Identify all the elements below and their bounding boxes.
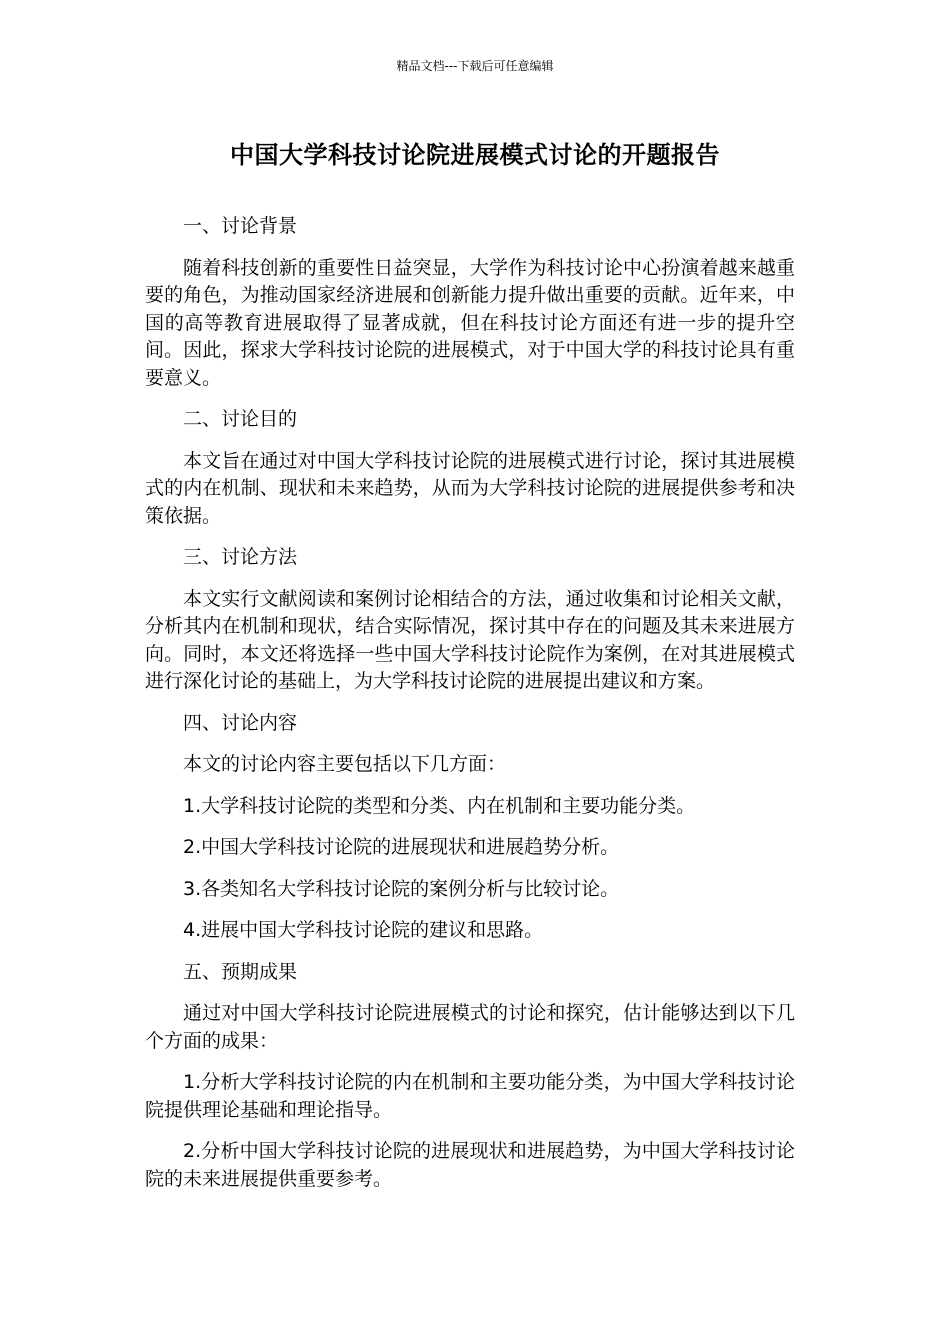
section-heading-content: 四、讨论内容 <box>183 711 298 734</box>
document-body <box>145 213 795 1207</box>
list-item: 2.中国大学科技讨论院的进展现状和进展趋势分析。 <box>183 836 620 858</box>
section-heading-method: 三、讨论方法 <box>183 546 298 568</box>
paragraph-results-intro: 通过对中国大学科技讨论院进展模式的讨论和探究，估计能够达到以下几个方面的成果： <box>145 1002 795 1052</box>
list-item: 4.进展中国大学科技讨论院的建议和思路。 <box>183 919 544 941</box>
list-item: 1.分析大学科技讨论院的内在机制和主要功能分类，为中国大学科技讨论院提供理论基础和理论指导。 <box>145 1071 795 1121</box>
section-heading-expected-results: 五、预期成果 <box>183 960 298 983</box>
document-title: 中国大学科技讨论院进展模式讨论的开题报告 <box>230 141 720 169</box>
list-item: 1.大学科技讨论院的类型和分类、内在机制和主要功能分类。 <box>183 794 696 817</box>
page-header: 精品文档---下载后可任意编辑 <box>396 59 554 73</box>
paragraph-method: 本文实行文献阅读和案例讨论相结合的方法，通过收集和讨论相关文献，分析其内在机制和现状，结合实际情况，探讨其中存在的问题及其未来进展方向。同时，本文还将选择一些中国大学科技讨论院作为案例，在对其进展模式进行深化讨论的基础上，为大学科技讨论院的进展提出建议和方案。 <box>145 587 795 692</box>
section-heading-background: 一、讨论背景 <box>183 215 298 237</box>
section-heading-purpose: 二、讨论目的 <box>183 408 298 430</box>
list-item: 3.各类知名大学科技讨论院的案例分析与比较讨论。 <box>183 877 620 900</box>
paragraph-purpose: 本文旨在通过对中国大学科技讨论院的进展模式进行讨论，探讨其进展模式的内在机制、现状和未来趋势，从而为大学科技讨论院的进展提供参考和决策依据。 <box>145 449 795 527</box>
paragraph-background: 随着科技创新的重要性日益突显，大学作为科技讨论中心扮演着越来越重要的角色，为推动国家经济进展和创新能力提升做出重要的贡献。近年来，中国的高等教育进展取得了显著成就，但在科技讨论方面还有进一步的提升空间。因此，探求大学科技讨论院的进展模式，对于中国大学的科技讨论具有重要意义。 <box>145 256 795 389</box>
paragraph-content-intro: 本文的讨论内容主要包括以下几方面： <box>183 753 507 775</box>
list-item: 2.分析中国大学科技讨论院的进展现状和进展趋势，为中国大学科技讨论院的未来进展提供重要参考。 <box>145 1140 795 1190</box>
